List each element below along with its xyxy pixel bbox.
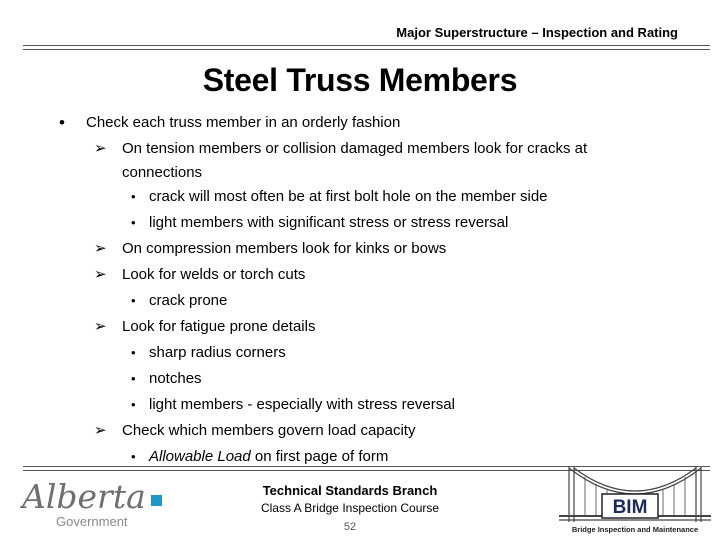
arrow-item bbox=[0, 314, 720, 340]
sub-bullet-text: crack will most often be at first bolt hole on the member side bbox=[149, 188, 548, 205]
bullet-dot-icon: • bbox=[131, 293, 136, 308]
arrow-item-text: On tension members or collision damaged members look for cracks at bbox=[122, 140, 588, 157]
sub-bullet-text: notches bbox=[149, 370, 202, 387]
footer-center bbox=[225, 482, 475, 537]
footer-branch: Technical Standards Branch bbox=[262, 483, 438, 498]
header-divider bbox=[23, 45, 710, 50]
sub-bullet-text-rest: on first page of form bbox=[250, 448, 389, 465]
sub-bullet-item bbox=[0, 184, 720, 210]
slide-title: Steel Truss Members bbox=[202, 62, 518, 98]
bullet-dot-icon: • bbox=[131, 215, 136, 230]
arrow-bullet-icon: ➢ bbox=[94, 140, 107, 157]
arrow-item-text: On compression members look for kinks or bows bbox=[122, 240, 447, 257]
sub-bullet-item bbox=[0, 288, 720, 314]
sub-bullet-text: sharp radius corners bbox=[149, 344, 286, 361]
sub-bullet-text: crack prone bbox=[149, 292, 228, 309]
alberta-wordmark: Alberta bbox=[22, 477, 146, 516]
arrow-bullet-icon: ➢ bbox=[94, 318, 107, 335]
arrow-item-text: Look for welds or torch cuts bbox=[122, 266, 306, 283]
italic-term: Allowable Load bbox=[149, 448, 251, 465]
sub-bullet-text: light members - especially with stress reversal bbox=[149, 396, 455, 413]
arrow-item-text: connections bbox=[122, 164, 203, 181]
bullet-dot-icon: • bbox=[131, 397, 136, 412]
arrow-bullet-icon: ➢ bbox=[94, 266, 107, 283]
arrow-item bbox=[0, 418, 720, 444]
arrow-bullet-icon: ➢ bbox=[94, 422, 107, 439]
page-number: 52 bbox=[343, 521, 357, 533]
slide-content bbox=[0, 110, 720, 470]
arrow-item bbox=[0, 262, 720, 288]
bullet-dot-icon: • bbox=[131, 449, 136, 464]
bim-tagline: Bridge Inspection and Maintenance bbox=[571, 525, 699, 534]
bullet-dot-icon: • bbox=[131, 371, 136, 386]
header-title: Major Superstructure – Inspection and Rating bbox=[396, 25, 678, 40]
arrow-item bbox=[0, 136, 720, 162]
footer-course: Class A Bridge Inspection Course bbox=[260, 501, 440, 515]
bullet-item bbox=[0, 110, 720, 136]
sub-bullet-item bbox=[0, 340, 720, 366]
bullet-dot-icon: • bbox=[59, 113, 65, 132]
government-wordmark: Government bbox=[56, 514, 128, 529]
arrow-item-text: Check which members govern load capacity bbox=[122, 422, 416, 439]
bullet-text: Check each truss member in an orderly fashion bbox=[86, 114, 401, 131]
arrow-item-continuation bbox=[0, 162, 720, 184]
alberta-government-logo bbox=[20, 474, 170, 532]
sub-bullet-item bbox=[0, 210, 720, 236]
arrow-bullet-icon: ➢ bbox=[94, 240, 107, 257]
bullet-dot-icon: • bbox=[131, 345, 136, 360]
sub-bullet-item bbox=[0, 392, 720, 418]
arrow-item bbox=[0, 236, 720, 262]
bim-logo bbox=[555, 464, 715, 536]
bullet-dot-icon: • bbox=[131, 189, 136, 204]
sub-bullet-item bbox=[0, 366, 720, 392]
alberta-blue-square-icon bbox=[151, 495, 162, 506]
bim-wordmark: BIM bbox=[612, 497, 648, 518]
arrow-item-text: Look for fatigue prone details bbox=[122, 318, 316, 335]
sub-bullet-text: light members with significant stress or stress reversal bbox=[149, 214, 509, 231]
